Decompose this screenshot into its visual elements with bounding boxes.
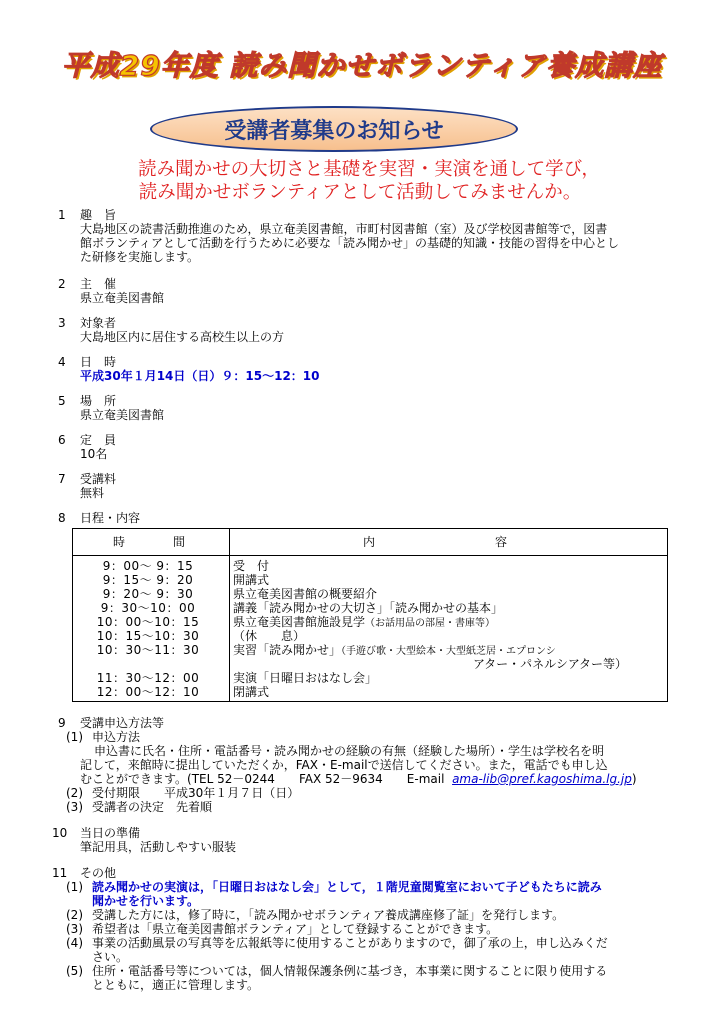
item-label: (2) xyxy=(66,786,83,800)
email-link[interactable]: ama-lib@pref.kagoshima.lg.jp xyxy=(452,772,632,786)
schedule-time: 9：00～ 9：15 xyxy=(102,559,194,573)
section-body: 大島地区内に居住する高校生以上の方 xyxy=(80,330,285,344)
schedule-table xyxy=(72,528,668,702)
section-heading: 日程・内容 xyxy=(80,511,141,525)
item-body: 希望者は「県立奄美図書館ボランティア」として登録することができます。 xyxy=(92,922,499,936)
section-body: 県立奄美図書館 xyxy=(80,408,165,422)
item-label: (5) xyxy=(66,964,83,978)
schedule-time: 9：20～ 9：30 xyxy=(102,587,194,601)
column-divider xyxy=(229,529,230,701)
section-number: 7 xyxy=(58,472,66,486)
item-body: 聞かせを行います。 xyxy=(92,894,200,908)
section-heading: 受講料 xyxy=(80,472,117,486)
schedule-desc: 実演「日曜日おはなし会」 xyxy=(233,671,378,685)
section-number: 4 xyxy=(58,355,66,369)
section-body: た研修を実施します。 xyxy=(80,250,200,264)
section-body: 筆記用具，活動しやすい服装 xyxy=(80,840,237,854)
section-number: 2 xyxy=(58,277,66,291)
schedule-desc: 県立奄美図書館の概要紹介 xyxy=(233,587,378,601)
item-body: 読み聞かせの実演は，「日曜日おはなし会」として，１階児童閲覧室において子どもたちに読み xyxy=(92,880,602,894)
close-paren: ) xyxy=(631,772,637,786)
catch-line-1: 読み聞かせの大切さと基礎を実習・実演を通して学び， xyxy=(138,159,600,180)
schedule-desc: 県立奄美図書館施設見学 xyxy=(233,615,366,629)
schedule-time: 10：30～11：30 xyxy=(96,643,200,657)
schedule-desc: 受 付 xyxy=(233,559,270,573)
schedule-desc: 閉講式 xyxy=(233,685,270,699)
schedule-note-continued: アター・パネルシアター等） xyxy=(473,657,628,671)
schedule-time: 10：15～10：30 xyxy=(96,629,200,643)
section-heading: 当日の準備 xyxy=(80,826,141,840)
contact-line: むことができます。(TEL 52－0244 FAX 52－9634 E-mail xyxy=(80,772,445,786)
schedule-header xyxy=(73,529,667,556)
item-body: とともに，適正に管理します。 xyxy=(92,978,260,992)
schedule-desc: （休 息） xyxy=(233,629,306,643)
section-heading: 場 所 xyxy=(80,394,117,408)
section-heading: その他 xyxy=(80,866,117,880)
schedule-desc: 実習「読み聞かせ」 xyxy=(233,643,342,657)
section-body: 無料 xyxy=(80,486,105,500)
schedule-desc: 開講式 xyxy=(233,573,270,587)
item-label: (3) xyxy=(66,800,83,814)
section-number: 11 xyxy=(52,866,68,880)
schedule-note: （手遊び歌・大型絵本・大型紙芝居・エプロンシ xyxy=(341,646,556,657)
section-body: 大島地区の読書活動推進のため，県立奄美図書館，市町村図書館（室）及び学校図書館等で，図書 xyxy=(80,222,608,236)
item-heading: 申込方法 xyxy=(92,730,141,744)
section-number: 3 xyxy=(58,316,66,330)
item-body: 受付期限 平成30年１月７日（日） xyxy=(92,786,300,800)
catch-line-2: 読み聞かせボランティアとして活動してみませんか。 xyxy=(138,182,582,203)
section-number: 6 xyxy=(58,433,66,447)
section-heading: 主 催 xyxy=(80,277,117,291)
schedule-time: 9：30～10：00 xyxy=(100,601,196,615)
item-body: 記して，来館時に提出していただくか，FAX・E-mailで送信してください。また，電話でも申し込 xyxy=(80,758,608,772)
section-number: 10 xyxy=(52,826,68,840)
schedule-time: 9：15～ 9：20 xyxy=(102,573,194,587)
item-body: さい。 xyxy=(92,950,129,964)
item-body: 住所・電話番号等については，個人情報保護条例に基づき，本事業に関することに限り使用する xyxy=(92,964,608,978)
page-title: 平成29年度 読み聞かせボランティア養成講座 xyxy=(61,49,663,82)
item-label: (1) xyxy=(66,880,83,894)
section-number: 8 xyxy=(58,511,66,525)
event-datetime: 平成30年１月14日（日）９：15～12：10 xyxy=(80,369,320,383)
item-label: (4) xyxy=(66,936,83,950)
item-label: (1) xyxy=(66,730,83,744)
schedule-time: 12：00～12：10 xyxy=(96,685,200,699)
section-heading: 日 時 xyxy=(80,355,117,369)
item-body-wrap xyxy=(80,772,637,787)
subtitle-text: 受講者募集のお知らせ xyxy=(224,118,444,144)
item-label: (2) xyxy=(66,908,83,922)
col-content-header: 内 容 xyxy=(363,535,508,549)
schedule-note: （お話用品の部屋・書庫等） xyxy=(365,618,496,629)
item-body: 受講者の決定 先着順 xyxy=(92,800,213,814)
section-body: 10名 xyxy=(80,447,108,461)
section-heading: 対象者 xyxy=(80,316,117,330)
section-number: 5 xyxy=(58,394,66,408)
item-body: 受講した方には，修了時に，「読み聞かせボランティア養成講座修了証」を発行します。 xyxy=(92,908,565,922)
section-heading: 受講申込方法等 xyxy=(80,716,165,730)
section-number: 9 xyxy=(58,716,66,730)
section-body: 館ボランティアとして活動を行うために必要な「読み聞かせ」の基礎的知識・技能の習得を中心とし xyxy=(80,236,620,250)
section-heading: 趣 旨 xyxy=(80,208,117,222)
section-number: 1 xyxy=(58,208,66,222)
col-time-header: 時 間 xyxy=(113,535,186,549)
section-body: 県立奄美図書館 xyxy=(80,291,165,305)
schedule-time: 11：30～12：00 xyxy=(96,671,200,685)
item-body: 申込書に氏名・住所・電話番号・読み聞かせの経験の有無（経験した場所）・学生は学校名を明 xyxy=(94,744,605,758)
schedule-time: 10：00～10：15 xyxy=(96,615,200,629)
item-label: (3) xyxy=(66,922,83,936)
schedule-desc: 講義「読み聞かせの大切さ」「読み聞かせの基本」 xyxy=(233,601,504,615)
section-heading: 定 員 xyxy=(80,433,117,447)
item-body: 事業の活動風景の写真等を広報紙等に使用することがありますので，御了承の上，申し込みくだ xyxy=(92,936,608,950)
